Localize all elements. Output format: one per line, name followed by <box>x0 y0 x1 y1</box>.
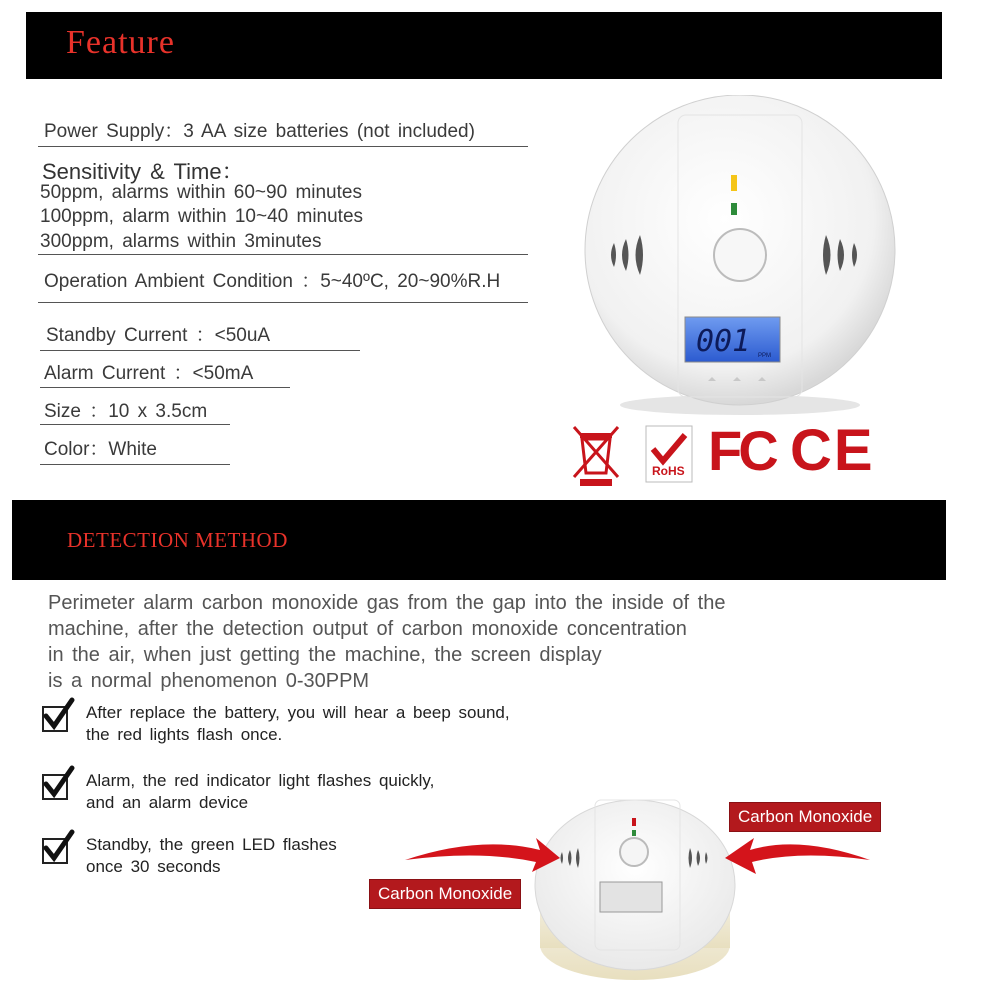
operation-condition-spec: Operation Ambient Condition ：5~40ºC, 20~90%R.H <box>44 271 501 292</box>
lcd-reading: 001 <box>696 324 751 359</box>
size-spec: Size ：10 x 3.5cm <box>44 401 208 422</box>
rohs-icon <box>645 425 693 483</box>
co-detector-image <box>570 95 900 425</box>
sensitivity-line: 100ppm, alarm within 10~40 minutes <box>40 206 364 227</box>
alarm-current-spec: Alarm Current ：<50mA <box>44 363 254 384</box>
description-line: in the air, when just getting the machine, the screen display <box>48 644 602 666</box>
standby-current-spec: Standby Current ：<50uA <box>46 325 271 346</box>
carbon-monoxide-label-right: Carbon Monoxide <box>729 802 881 832</box>
feature-header-band <box>26 12 942 79</box>
left-airflow-arrow <box>405 838 560 872</box>
right-airflow-arrow <box>725 838 870 874</box>
check-text-line: After replace the battery, you will hear a beep sound, <box>86 703 510 722</box>
checkbox-icon <box>42 706 68 732</box>
sensitivity-heading: Sensitivity & Time： <box>42 159 244 184</box>
description-line: machine, after the detection output of carbon monoxide concentration <box>48 618 687 640</box>
lcd-unit: PPM <box>758 353 772 359</box>
divider <box>40 387 290 388</box>
color-spec: Color：White <box>44 439 157 460</box>
description-line: Perimeter alarm carbon monoxide gas from the gap into the inside of the <box>48 592 726 614</box>
check-text-line: and an alarm device <box>86 793 249 812</box>
description-line: is a normal phenomenon 0-30PPM <box>48 670 370 692</box>
fcc-logo: FC <box>708 419 775 482</box>
divider <box>38 302 528 303</box>
detection-header-band <box>12 500 946 580</box>
divider <box>38 254 528 255</box>
detection-title: DETECTION METHOD <box>67 528 288 552</box>
divider <box>40 464 230 465</box>
divider <box>40 350 360 351</box>
divider <box>38 146 528 147</box>
feature-title: Feature <box>66 24 175 61</box>
checkbox-icon <box>42 774 68 800</box>
test-button <box>714 229 766 281</box>
rohs-label: RoHS <box>652 464 685 478</box>
green-led <box>731 203 737 215</box>
check-text-line: Standby, the green LED flashes <box>86 835 337 854</box>
sensitivity-line: 50ppm, alarms within 60~90 minutes <box>40 182 362 203</box>
sensitivity-line: 300ppm, alarms within 3minutes <box>40 231 322 252</box>
carbon-monoxide-label-left: Carbon Monoxide <box>369 879 521 909</box>
checkbox-icon <box>42 838 68 864</box>
power-supply-spec: Power Supply：3 AA size batteries (not included) <box>44 121 475 142</box>
ce-logo: CE <box>790 418 875 483</box>
check-text-line: once 30 seconds <box>86 857 221 876</box>
check-text-line: the red lights flash once. <box>86 725 283 744</box>
detection-description <box>48 590 878 694</box>
check-text-line: Alarm, the red indicator light flashes quickly, <box>86 771 435 790</box>
weee-bin-icon <box>572 425 620 487</box>
divider <box>40 424 230 425</box>
red-led <box>731 175 737 191</box>
